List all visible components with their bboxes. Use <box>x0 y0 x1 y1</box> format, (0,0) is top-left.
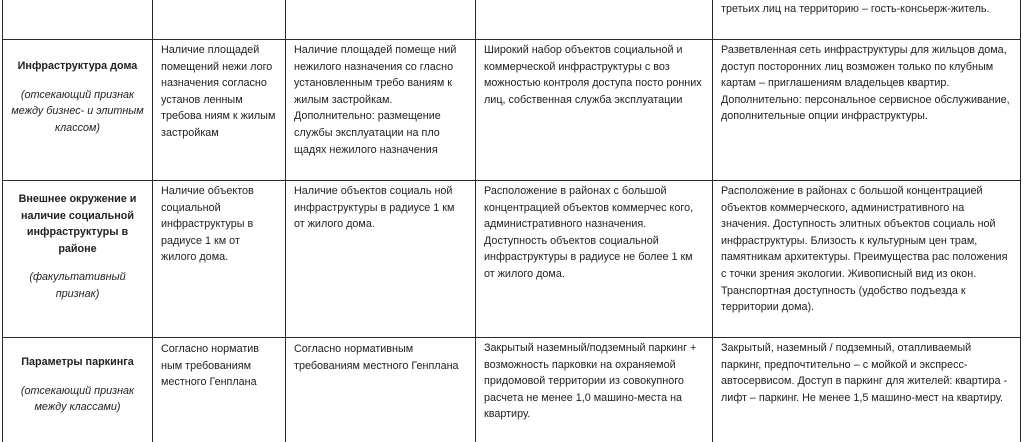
criterion-note: (отсекающий признак между бизнес- и элитным классом) <box>11 88 144 134</box>
table-row <box>3 181 1021 338</box>
criterion-note: (факультативный признак) <box>29 271 126 300</box>
table-row <box>3 338 1021 442</box>
criterion-name: Внешнее окружение и наличие социальной инфраструктуры в районе <box>18 193 137 255</box>
table-cell: Наличие объектов социаль ной инфраструктуры в радиусе 1 км от жилого дома. <box>286 181 476 338</box>
criterion-note: (отсекающий признак между классами) <box>20 384 135 414</box>
table-cell: Разветвленная сеть инфраструктуры для жильцов дома, доступ посторонних лиц возможен только по клубным картам – приглашениям владельцев квартир. Дополнительно: персональное сервисное обслуживание, дополнительные опции инфраструктуры. <box>713 40 1021 181</box>
table-row <box>3 0 1021 40</box>
table-row <box>3 40 1021 181</box>
criterion-cell <box>3 338 153 442</box>
table-cell: Наличие объектов социальной инфраструктуры в радиусе 1 км от жилого дома. <box>153 181 286 338</box>
table-cell: Наличие площадей помещений нежи лого назначения согласно установ ленным требова ниям к жилым застройкам <box>153 40 286 181</box>
table-cell <box>3 0 153 40</box>
criterion-name: Инфраструктура дома <box>17 60 138 72</box>
table-cell: Согласно нормативным требованиям местного Генплана <box>286 338 476 442</box>
table-cell: Расположение в районах с большой концентрацией объектов коммерчес кого, административного назначения. Доступность объектов социальной инфраструктуры в радиусе не более 1 км от жилого дома. <box>476 181 713 338</box>
table-cell: Согласно норматив ным требованиям местного Генплана <box>153 338 286 442</box>
criterion-cell <box>3 181 153 338</box>
criterion-cell <box>3 40 153 181</box>
table-cell: Расположение в районах с большой концентрацией объектов коммерческого, административного на значения. Доступность элитных объектов социаль ной инфраструктуры. Близость к культурным цен трам, памятникам архитектуры. Преимущества рас положения с точки зрения экологии. Живописный вид из окон. Транспортная доступность (удобство подъезда к территории дома). <box>713 181 1021 338</box>
table-cell: Закрытый, наземный / подземный, отапливаемый паркинг, предпочтительно – с мойкой и экспресс-автосервисом. Доступ в паркинг для жителей: квартира - лифт – паркинг. Не менее 1,5 машино-мест на квартиру. <box>713 338 1021 442</box>
table-cell <box>476 0 713 40</box>
table-cell: Закрытый наземный/подземный паркинг + возможность парковки на охраняемой придомовой территории из совокупного расчета не менее 1,0 машино-места на квартиру. <box>476 338 713 442</box>
criterion-name: Параметры паркинга <box>21 356 134 368</box>
table-cell: третьих лиц на территорию – гость-консьерж-житель. <box>713 0 1021 40</box>
table-cell <box>153 0 286 40</box>
table-cell: Широкий набор объектов социальной и коммерческой инфраструктуры с воз можностью контроля доступа посто ронних лиц, собственная служба эксплуатации <box>476 40 713 181</box>
housing-class-criteria-table <box>2 0 1021 442</box>
table-cell: Наличие площадей помеще ний нежилого назначения со гласно установленным требо ваниям к жилым застройкам. Дополнительно: размещение службы эксплуатации на пло щадях нежилого назначения <box>286 40 476 181</box>
table-cell <box>286 0 476 40</box>
